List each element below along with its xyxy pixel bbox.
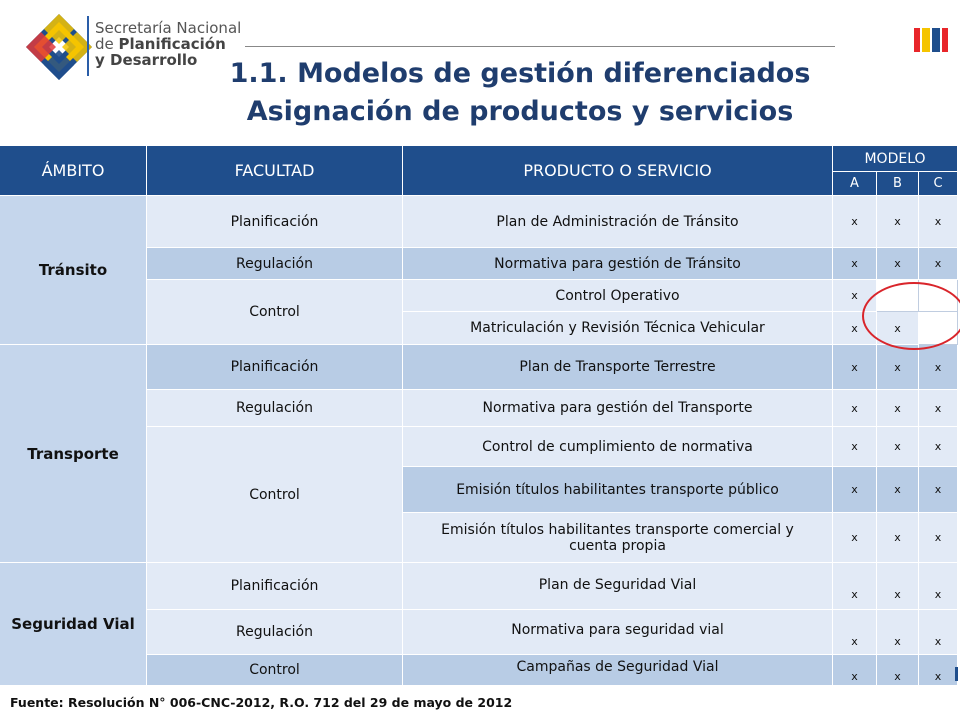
model-c-mark: x (919, 196, 958, 248)
model-b-mark: x (877, 312, 919, 345)
model-c-mark: x (919, 248, 958, 280)
model-b-mark: x (877, 248, 919, 280)
header-model-b: B (877, 172, 919, 196)
product-cell: Matriculación y Revisión Técnica Vehicular (403, 312, 833, 345)
model-c-mark: x (919, 467, 958, 513)
senplades-logo-icon (24, 12, 94, 82)
model-a-mark: x (833, 196, 877, 248)
facultad-cell: Regulación (147, 390, 403, 427)
model-c-mark: x (919, 427, 958, 467)
product-cell: Plan de Administración de Tránsito (403, 196, 833, 248)
facultad-cell: Regulación (147, 248, 403, 280)
model-c-mark: x (919, 563, 958, 610)
product-cell: Emisión títulos habilitantes transporte comercial y cuenta propia (403, 513, 833, 563)
product-cell: Normativa para gestión de Tránsito (403, 248, 833, 280)
logo-line-2-prefix: de (95, 35, 119, 53)
logo-line-1: Secretaría Nacional (95, 19, 242, 37)
facultad-cell: Control (147, 280, 403, 345)
products-table (0, 146, 958, 686)
header-model-a: A (833, 172, 877, 196)
product-cell: Emisión títulos habilitantes transporte público (403, 467, 833, 513)
product-cell: Campañas de Seguridad Vial (403, 655, 833, 686)
product-cell: Control Operativo (403, 280, 833, 312)
model-a-mark: x (833, 427, 877, 467)
model-b-mark: x (877, 196, 919, 248)
model-b-mark: x (877, 427, 919, 467)
facultad-cell: Planificación (147, 345, 403, 390)
model-a-mark: x (833, 610, 877, 655)
logo-line-2 (95, 36, 241, 52)
model-a-mark: x (833, 280, 877, 312)
product-cell: Control de cumplimiento de normativa (403, 427, 833, 467)
header-model-c: C (919, 172, 958, 196)
product-cell: Normativa para seguridad vial (403, 610, 833, 655)
product-cell: Plan de Seguridad Vial (403, 563, 833, 610)
model-b-mark: x (877, 610, 919, 655)
model-a-mark: x (833, 513, 877, 563)
facultad-cell: Control (147, 655, 403, 686)
highlight-circle (862, 282, 960, 350)
product-cell: Plan de Transporte Terrestre (403, 345, 833, 390)
model-c-mark: x (919, 513, 958, 563)
facultad-cell: Regulación (147, 610, 403, 655)
model-a-mark: x (833, 655, 877, 686)
model-b-mark: x (877, 345, 919, 390)
product-cell: Normativa para gestión del Transporte (403, 390, 833, 427)
model-c-mark: x (919, 390, 958, 427)
model-b-mark: x (877, 655, 919, 686)
ambito-cell: Seguridad Vial (0, 563, 147, 686)
model-b-mark: x (877, 390, 919, 427)
header-modelo: MODELO (833, 146, 958, 172)
model-a-mark: x (833, 390, 877, 427)
facultad-cell: Planificación (147, 563, 403, 610)
model-b-mark: x (877, 563, 919, 610)
facultad-cell: Planificación (147, 196, 403, 248)
page-title: 1.1. Modelos de gestión diferenciados (229, 58, 811, 89)
header-ambito: ÁMBITO (0, 146, 147, 196)
model-c-mark: x (919, 655, 958, 686)
source-footnote: Fuente: Resolución N° 006-CNC-2012, R.O. 712 del 29 de mayo de 2012 (10, 695, 513, 710)
header-producto: PRODUCTO O SERVICIO (403, 146, 833, 196)
model-a-mark: x (833, 467, 877, 513)
facultad-cell: Control (147, 427, 403, 563)
model-c-mark: x (919, 610, 958, 655)
edge-marker (955, 667, 958, 681)
model-a-mark: x (833, 248, 877, 280)
header-facultad: FACULTAD (147, 146, 403, 196)
model-a-mark: x (833, 312, 877, 345)
model-a-mark: x (833, 345, 877, 390)
ambito-cell: Transporte (0, 345, 147, 563)
ambito-cell: Tránsito (0, 196, 147, 345)
model-b-mark: x (877, 513, 919, 563)
model-c-mark: x (919, 345, 958, 390)
logo-divider (87, 16, 89, 76)
model-a-mark: x (833, 563, 877, 610)
logo-line-2-main: Planificación (118, 35, 226, 53)
logo-line-3: y Desarrollo (95, 51, 198, 69)
model-b-mark: x (877, 467, 919, 513)
page-subtitle: Asignación de productos y servicios (246, 96, 794, 127)
header-rule (245, 46, 835, 47)
